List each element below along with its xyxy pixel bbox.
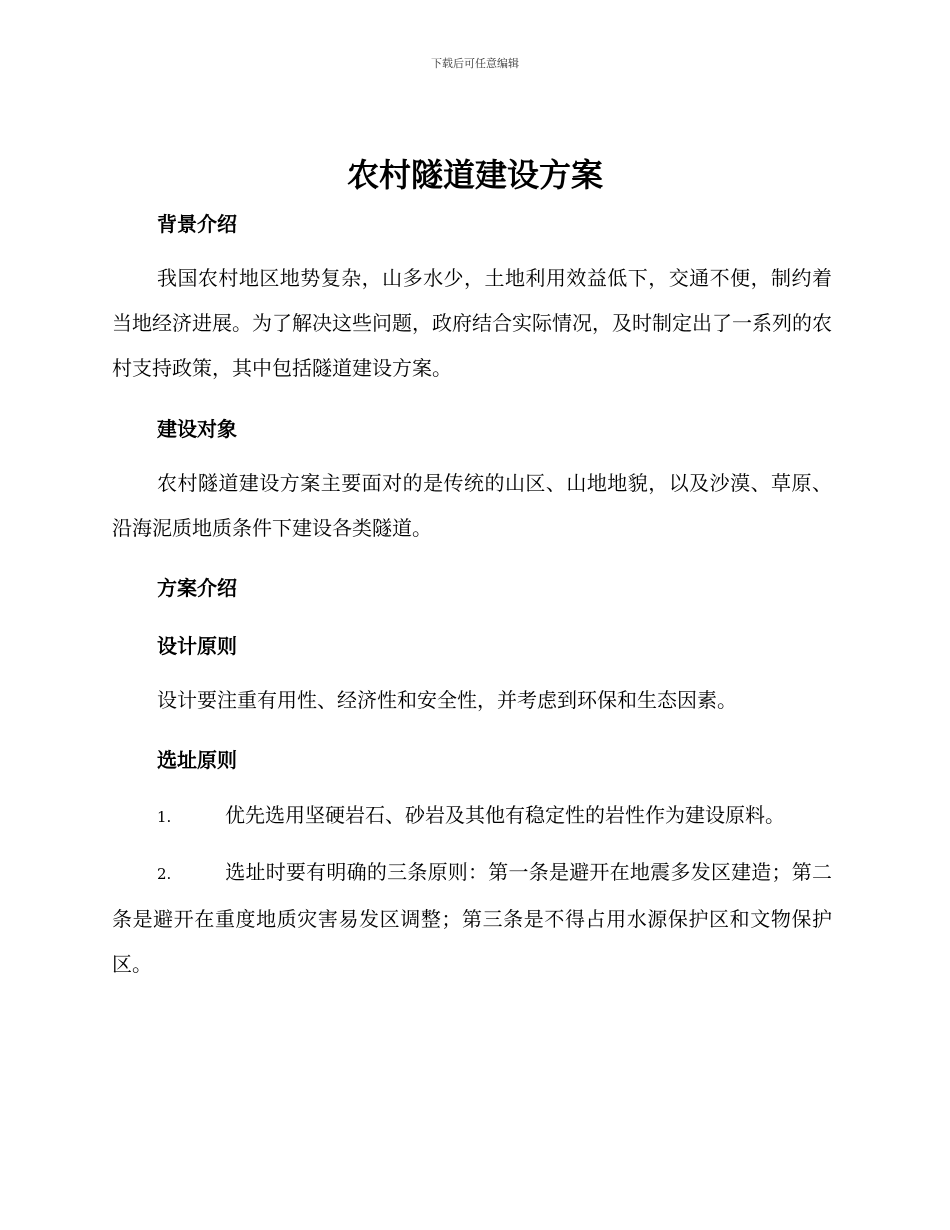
- list-item: [112, 793, 832, 840]
- list-item-text: 选址时要有明确的三条原则：第一条是避开在地震多发区建造；第二条是避开在重度地质灾害易发区调整；第三条是不得占用水源保护区和文物保护区。: [112, 860, 832, 976]
- section-heading-site: 选址原则: [157, 748, 237, 772]
- list-item-text: 优先选用坚硬岩石、砂岩及其他有稳定性的岩性作为建设原料。: [225, 803, 785, 827]
- section-heading-design: 设计原则: [157, 634, 237, 658]
- paragraph-background: 我国农村地区地势复杂，山多水少，土地利用效益低下，交通不便，制约着当地经济进展。为了解决这些问题，政府结合实际情况，及时制定出了一系列的农村支持政策，其中包括隧道建设方案。: [112, 266, 832, 380]
- section-heading-background: 背景介绍: [157, 212, 237, 236]
- paragraph-target: 农村隧道建设方案主要面对的是传统的山区、山地地貌，以及沙漠、草原、沿海泥质地质条件下建设各类隧道。: [112, 471, 832, 540]
- header-note: 下载后可任意编辑: [431, 57, 519, 70]
- list-item-number: 1.: [157, 808, 172, 826]
- paragraph-design: 设计要注重有用性、经济性和安全性，并考虑到环保和生态因素。: [157, 688, 737, 712]
- list-item: [112, 850, 832, 987]
- section-heading-plan: 方案介绍: [157, 576, 237, 600]
- document-title: 农村隧道建设方案: [346, 156, 603, 194]
- list-item-number: 2.: [157, 865, 172, 883]
- section-heading-target: 建设对象: [157, 417, 237, 441]
